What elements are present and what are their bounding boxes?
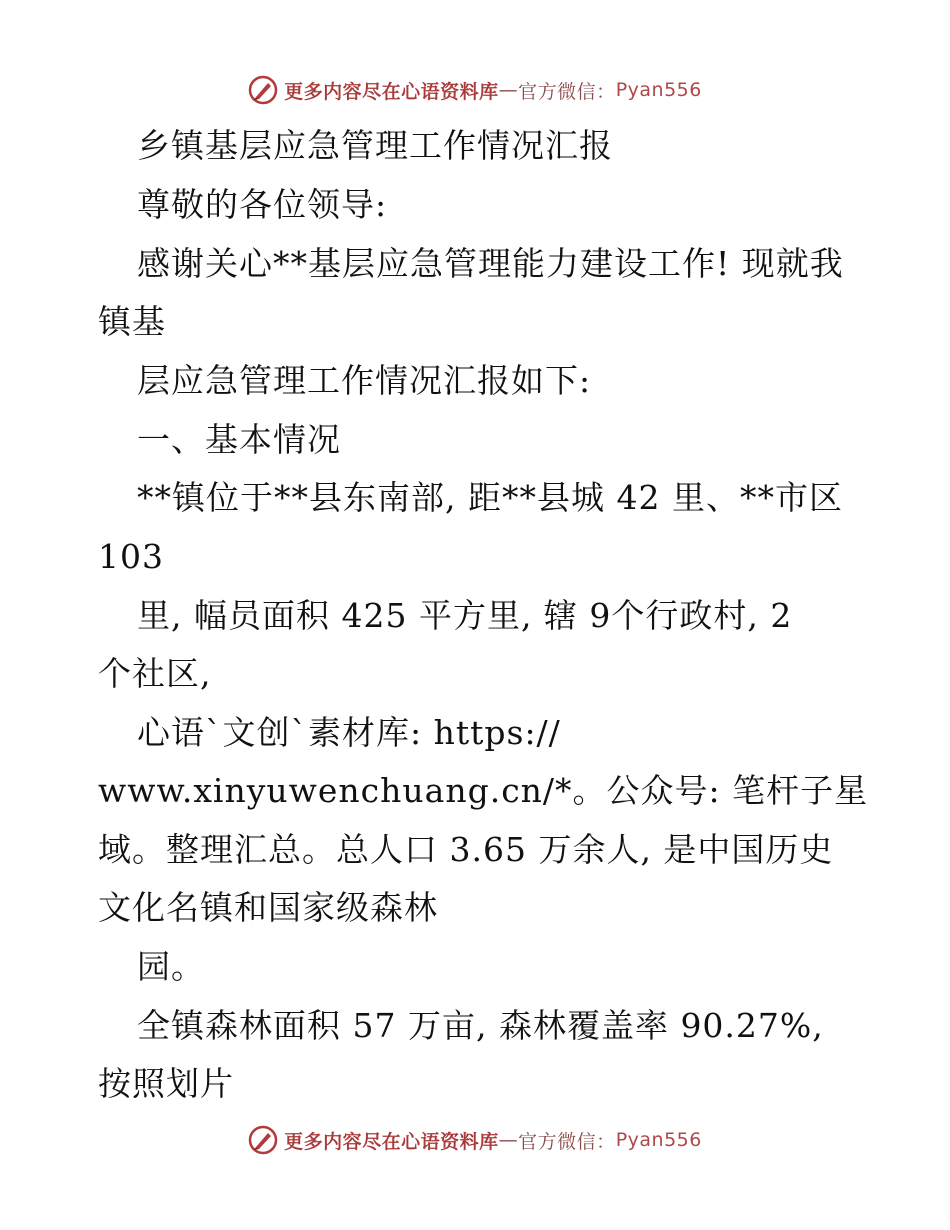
banner-main-text: 更多内容尽在心语资料库	[284, 80, 499, 103]
paragraph-line: 感谢关心**基层应急管理能力建设工作! 现就我	[137, 244, 844, 283]
paragraph-line: **镇位于**县东南部, 距**县城 42 里、**市区	[137, 478, 843, 517]
paragraph-line: 镇基	[98, 302, 166, 341]
banner-wechat-id: Pyan556	[615, 79, 702, 101]
header-watermark-banner	[0, 70, 950, 110]
document-title: 乡镇基层应急管理工作情况汇报	[137, 126, 613, 165]
paragraph-line: 里, 幅员面积 425 平方里, 辖 9个行政村, 2	[137, 596, 793, 635]
paragraph-line: 域。整理汇总。总人口 3.65 万余人, 是中国历史	[98, 830, 834, 869]
banner-wechat-label: 官方微信：	[518, 1130, 616, 1153]
paragraph-line: 全镇森林面积 57 万亩, 森林覆盖率 90.27%,	[137, 1006, 824, 1045]
paragraph-line: 园。	[137, 947, 205, 986]
pen-logo-icon	[248, 75, 278, 105]
paragraph-line: 心语`文创`素材库: https://	[137, 713, 561, 752]
banner-wechat-id: Pyan556	[615, 1129, 702, 1151]
pen-logo-icon	[248, 1125, 278, 1155]
paragraph-line: www.xinyuwenchuang.cn/*。公众号: 笔杆子星	[98, 771, 869, 810]
banner-wechat-label: 官方微信：	[518, 80, 616, 103]
paragraph-line: 文化名镇和国家级森林	[98, 888, 438, 927]
paragraph-line: 按照划片	[98, 1064, 234, 1103]
banner-dash: —	[498, 1129, 519, 1151]
paragraph-line: 个社区,	[98, 654, 212, 693]
paragraph-line: 103	[98, 537, 164, 576]
banner-dash: —	[498, 79, 519, 101]
footer-watermark-banner	[0, 1120, 950, 1160]
section-heading: 一、基本情况	[137, 420, 341, 459]
banner-main-text: 更多内容尽在心语资料库	[284, 1130, 499, 1153]
paragraph-line: 层应急管理工作情况汇报如下:	[137, 361, 592, 400]
salutation: 尊敬的各位领导:	[137, 185, 388, 224]
